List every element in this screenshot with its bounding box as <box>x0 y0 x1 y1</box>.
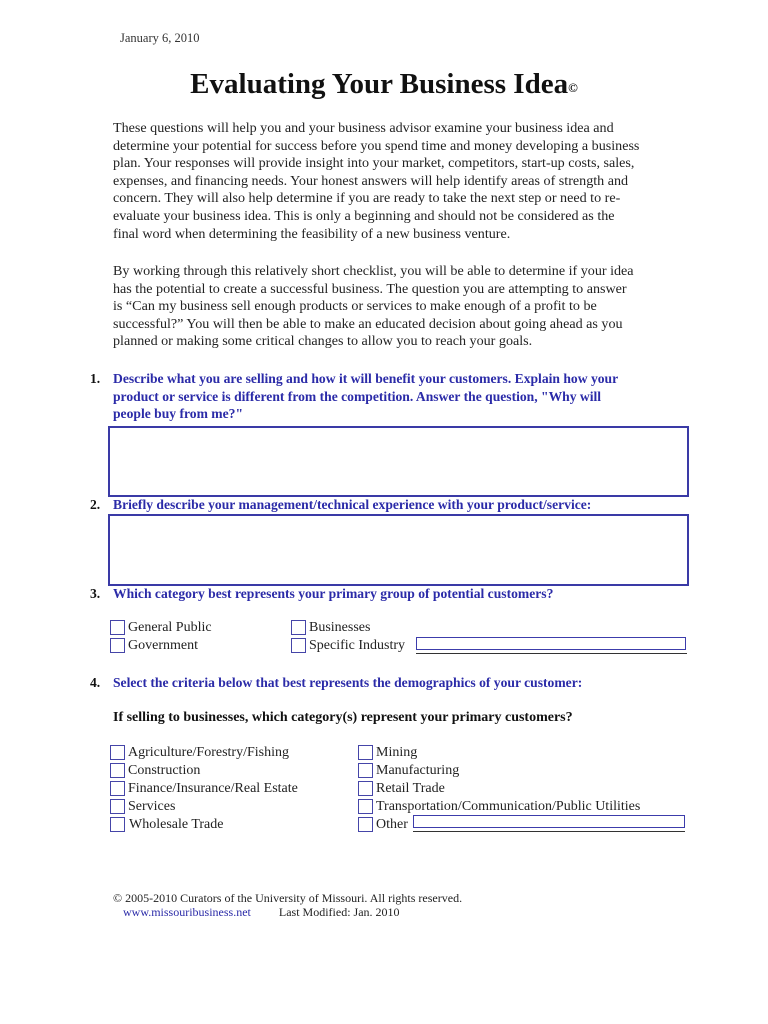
intro-paragraph-2 <box>113 263 688 351</box>
option-label: Mining <box>376 745 418 760</box>
text-line: These questions will help you and your business advisor examine your business idea and <box>113 120 614 136</box>
copyright-icon: © <box>568 80 578 95</box>
question-2-answer-field[interactable] <box>108 514 689 586</box>
checkbox-services[interactable] <box>110 799 125 814</box>
text-line: determine your potential for success before you spend time and money developing a business <box>113 137 640 154</box>
text-line: successful?” You will then be able to make an educated decision about going ahead as you <box>113 315 623 332</box>
specific-industry-input[interactable] <box>416 637 686 650</box>
option-label: Finance/Insurance/Real Estate <box>128 781 298 796</box>
checkbox-agriculture[interactable] <box>110 745 125 760</box>
option-label: Construction <box>128 763 201 778</box>
intro-paragraph-1 <box>113 120 688 243</box>
option-label: Other <box>376 817 408 832</box>
title-text: Evaluating Your Business Idea <box>190 68 569 100</box>
checkbox-general-public[interactable] <box>110 620 125 635</box>
text-line: is “Can my business sell enough products or services to make enough of a profit to be <box>113 298 597 315</box>
option-label: Transportation/Communication/Public Utilities <box>376 799 641 814</box>
option-label: Wholesale Trade <box>129 817 224 832</box>
option-label: Businesses <box>309 620 371 635</box>
checkbox-other[interactable] <box>358 817 373 832</box>
checkbox-businesses[interactable] <box>291 620 306 635</box>
text-line: people buy from me?" <box>113 406 244 422</box>
checkbox-transportation[interactable] <box>358 799 373 814</box>
text-line: By working through this relatively short checklist, you will be able to determine if your idea <box>113 263 634 279</box>
website-link[interactable]: www.missouribusiness.net <box>123 905 251 919</box>
text-line: expenses, and financing needs. Your honest answers will help identify areas of strength and <box>113 172 629 189</box>
text-line: plan. Your responses will provide insight into your market, competitors, start-up costs, sales, <box>113 155 635 172</box>
question-text <box>113 496 591 514</box>
other-input[interactable] <box>413 815 685 828</box>
checkbox-wholesale-trade[interactable] <box>110 817 125 832</box>
page-title <box>0 68 768 101</box>
text-line: Which category best represents your primary group of potential customers? <box>113 586 554 601</box>
option-label: Manufacturing <box>376 763 460 778</box>
question-number: 2. <box>90 497 101 512</box>
text-line: Briefly describe your management/technical experience with your product/service: <box>113 497 592 512</box>
question-number: 4. <box>90 675 101 690</box>
text-line: evaluate your business idea. This is only a beginning and should not be considered as the <box>113 207 615 224</box>
option-label: Services <box>128 799 176 814</box>
option-label: Agriculture/Forestry/Fishing <box>128 745 289 760</box>
text-line: Describe what you are selling and how it will benefit your customers. Explain how your <box>113 371 619 386</box>
text-line: planned or making some critical changes to allow you to reach your goals. <box>113 333 533 350</box>
text-line: concern. They will also help determine if you are ready to take the next step or need to re- <box>113 190 621 207</box>
question-number: 3. <box>90 586 101 601</box>
text-line: final word when determining the feasibility of a new business venture. <box>113 225 511 242</box>
option-label: Retail Trade <box>376 781 445 796</box>
question-text <box>113 674 582 692</box>
question-text <box>113 370 618 423</box>
checkbox-manufacturing[interactable] <box>358 763 373 778</box>
option-label: Government <box>128 638 198 653</box>
question-4-subheading: If selling to businesses, which category(s) represent your primary customers? <box>113 710 573 725</box>
checkbox-finance[interactable] <box>110 781 125 796</box>
question-number: 1. <box>90 371 101 386</box>
other-underline <box>413 831 685 832</box>
checkbox-specific-industry[interactable] <box>291 638 306 653</box>
option-label: General Public <box>128 620 212 635</box>
question-text <box>113 585 553 603</box>
text-line: Select the criteria below that best represents the demographics of your customer: <box>113 675 583 690</box>
text-line: product or service is different from the competition. Answer the question, "Why will <box>113 388 602 404</box>
text-line: has the potential to create a successful business. The question you are attempting to answer <box>113 280 627 297</box>
footer-copyright: © 2005-2010 Curators of the University of Missouri. All rights reserved. <box>113 891 463 905</box>
checkbox-retail-trade[interactable] <box>358 781 373 796</box>
option-label: Specific Industry <box>309 638 406 653</box>
footer-line-2 <box>123 905 400 920</box>
document-date: January 6, 2010 <box>120 31 200 45</box>
specific-industry-underline <box>416 653 687 654</box>
checkbox-construction[interactable] <box>110 763 125 778</box>
last-modified: Last Modified: Jan. 2010 <box>278 905 400 919</box>
checkbox-mining[interactable] <box>358 745 373 760</box>
question-1-answer-field[interactable] <box>108 426 689 497</box>
checkbox-government[interactable] <box>110 638 125 653</box>
